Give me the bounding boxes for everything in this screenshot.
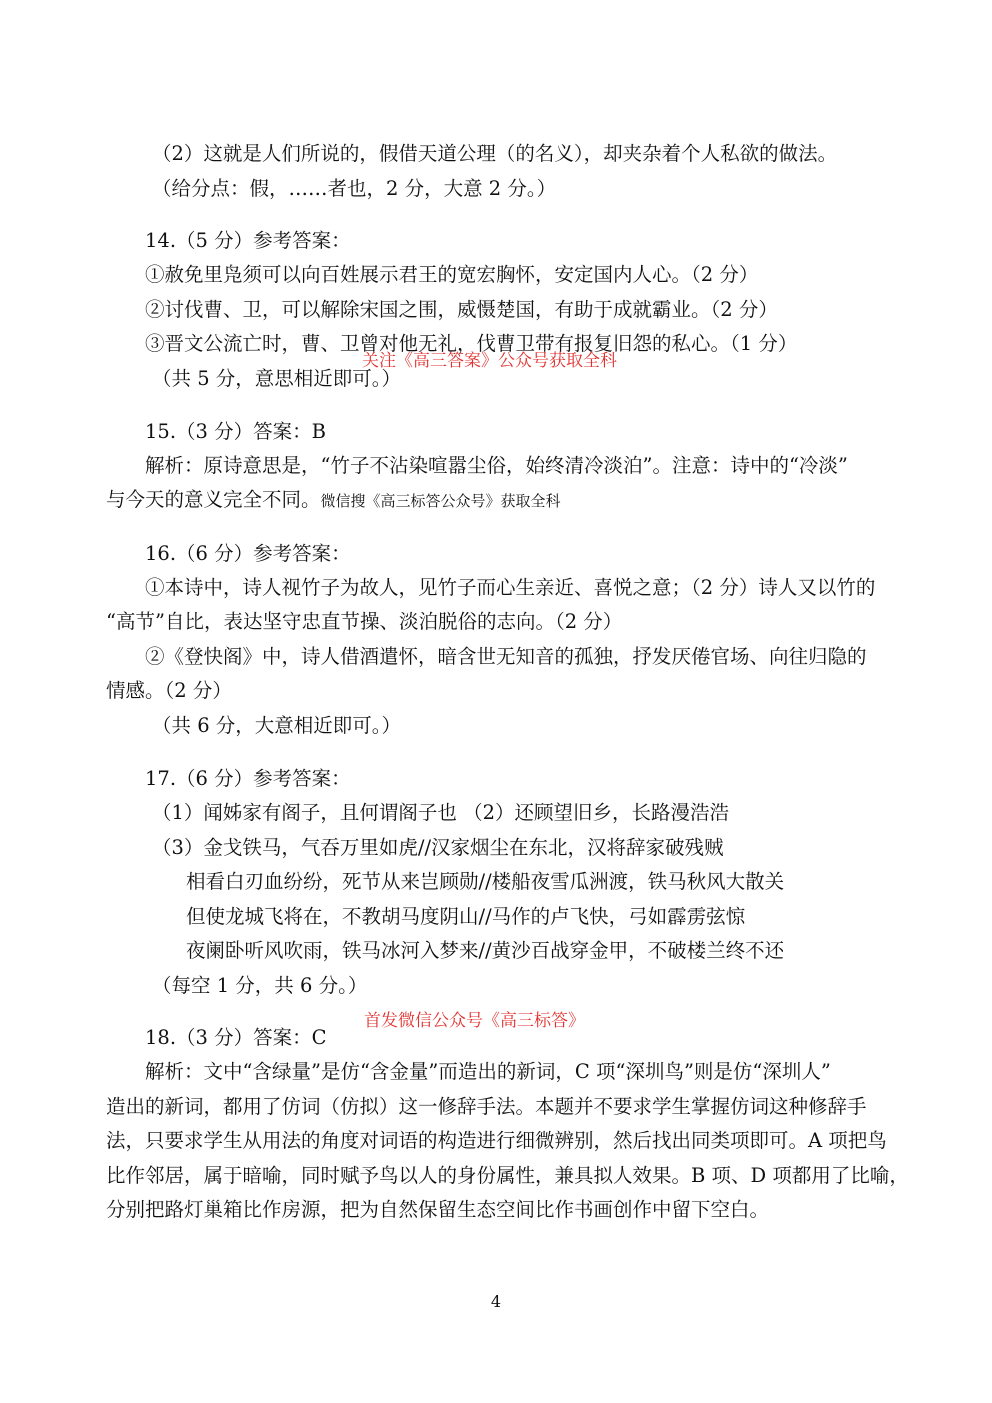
q18-analysis-line-4: 比作邻居，属于暗喻，同时赋予鸟以人的身份属性，兼具拟人效果。B 项、D 项都用了比喻，: [106, 1164, 909, 1187]
q14-heading: 14.（5 分）参考答案：: [145, 229, 351, 252]
q18-analysis-line-1: 解析：文中“含绿量”是仿“含金量”而造出的新词，C 项“深圳鸟”则是仿“深圳人”: [145, 1060, 831, 1083]
q14-point-3: ③晋文公流亡时，曹、卫曾对他无礼，伐曹卫带有报复旧怨的私心。（1 分）: [145, 332, 798, 355]
page-number: 4: [490, 1292, 502, 1311]
q17-answers-3-line-3: 但使龙城飞将在，不教胡马度阴山//马作的卢飞快，弓如霹雳弦惊: [186, 905, 746, 928]
q17-answers-3-line-1: （3）金戈铁马，气吞万里如虎//汉家烟尘在东北，汉将辞家破残贼: [152, 836, 724, 859]
q16-heading: 16.（6 分）参考答案：: [145, 542, 351, 565]
q16-point-1-line-2: “高节”自比，表达坚守忠直节操、淡泊脱俗的志向。（2 分）: [106, 610, 623, 633]
q17-answers-1-2: （1）闻姊家有阁子，且何谓阁子也 （2）还顾望旧乡，长路漫浩浩: [152, 801, 730, 824]
q14-note: （共 5 分，意思相近即可。）: [152, 367, 402, 390]
q17-answers-3-line-4: 夜阑卧听风吹雨，铁马冰河入梦来//黄沙百战穿金甲，不破楼兰终不还: [186, 939, 785, 962]
q15-analysis-line-2: [106, 487, 561, 514]
q16-point-2-line-2: 情感。（2 分）: [106, 679, 232, 702]
q17-answers-3-line-2: 相看白刃血纷纷，死节从来岂顾勋//楼船夜雪瓜洲渡，铁马秋风大散关: [186, 870, 785, 893]
q16-note: （共 6 分，大意相近即可。）: [152, 714, 402, 737]
q18-analysis-line-3: 法，只要求学生从用法的角度对词语的构造进行细微辨别，然后找出同类项即可。A 项把鸟: [106, 1129, 887, 1152]
q17-heading: 17.（6 分）参考答案：: [145, 767, 351, 790]
q18-analysis-line-5: 分别把路灯巢箱比作房源，把为自然保留生态空间比作书画创作中留下空白。: [106, 1198, 770, 1221]
q15-heading: 15.（3 分）答案：B: [145, 420, 326, 443]
inline-watermark-text: 微信搜《高三标答公众号》获取全科: [320, 492, 561, 510]
q15-analysis-text: 与今天的意义完全不同。: [106, 488, 321, 511]
q16-point-2-line-1: ②《登快阁》中，诗人借酒遣怀，暗含世无知音的孤独，抒发厌倦官场、向往归隐的: [145, 645, 867, 668]
q18-analysis-line-2: 造出的新词，都用了仿词（仿拟）这一修辞手法。本题并不要求学生掌握仿词这种修辞手: [106, 1095, 867, 1118]
q14-point-1: ①赦免里凫须可以向百姓展示君王的宽宏胸怀，安定国内人心。（2 分）: [145, 263, 759, 286]
watermark-text-2: 首发微信公众号《高三标答》: [364, 1011, 585, 1031]
q18-heading: 18.（3 分）答案：C: [145, 1026, 327, 1049]
q16-point-1-line-1: ①本诗中，诗人视竹子为故人，见竹子而心生亲近、喜悦之意；（2 分）诗人又以竹的: [145, 576, 876, 599]
q15-analysis-line-1: 解析：原诗意思是，“竹子不沾染喧嚣尘俗，始终清冷淡泊”。注意：诗中的“冷淡”: [145, 454, 848, 477]
q17-note: （每空 1 分，共 6 分。）: [152, 974, 368, 997]
watermark-text: 关注《高三答案》公众号获取全科: [362, 351, 617, 371]
q14-point-2: ②讨伐曹、卫，可以解除宋国之围，威慑楚国，有助于成就霸业。（2 分）: [145, 298, 778, 321]
q13-scoring-note: （给分点：假，……者也，2 分，大意 2 分。）: [152, 177, 557, 200]
q13-answer-2: （2）这就是人们所说的，假借天道公理（的名义），却夹杂着个人私欲的做法。: [152, 142, 838, 165]
